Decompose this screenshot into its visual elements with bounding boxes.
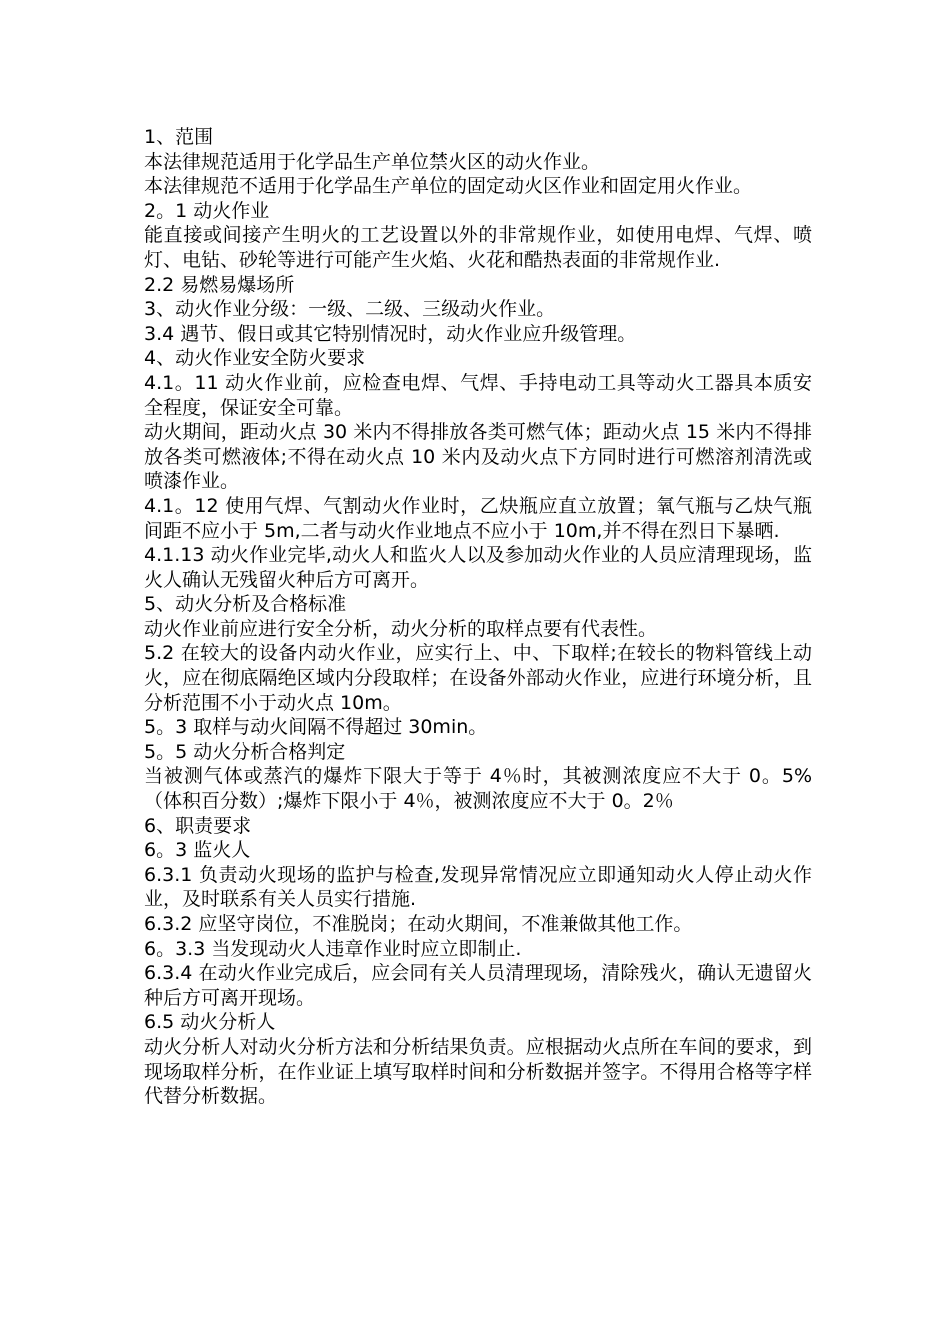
- section-heading: 6、职责要求: [144, 814, 252, 837]
- section-heading: 2.2 易燃易爆场所: [144, 273, 295, 296]
- paragraph: 5.2 在较大的设备内动火作业，应实行上、中、下取样;在较长的物料管线上动火，应在彻底隔绝区域内分段取样；在设备外部动火作业，应进行环境分析，且分析范围不小于动火点 10m。: [144, 642, 812, 714]
- paragraph: 本法律规范不适用于化学品生产单位的固定动火区作业和固定用火作业。: [144, 175, 753, 198]
- document-body: [144, 125, 812, 1109]
- section-heading: 5、动火分析及合格标准: [144, 593, 347, 616]
- paragraph: 当被测气体或蒸汽的爆炸下限大于等于 4％时，其被测浓度应不大于 0。5%（体积百分数）;爆炸下限小于 4％，被测浓度应不大于 0。2％: [144, 765, 812, 813]
- section-heading: 6.5 动火分析人: [144, 1011, 276, 1034]
- paragraph: 6.3.2 应坚守岗位，不准脱岗；在动火期间，不准兼做其他工作。: [144, 913, 693, 935]
- section-heading: 5。5 动火分析合格判定: [144, 740, 346, 763]
- section-heading: 3、动火作业分级：一级、二级、三级动火作业。: [144, 298, 556, 321]
- section-heading: 6。3 监火人: [144, 839, 251, 862]
- paragraph: 动火期间，距动火点 30 米内不得排放各类可燃气体；距动火点 15 米内不得排放各类可燃液体;不得在动火点 10 米内及动火点下方同时进行可燃溶剂清洗或喷漆作业。: [144, 421, 812, 493]
- paragraph: 4.1.13 动火作业完毕,动火人和监火人以及参加动火作业的人员应清理现场，监火人确认无残留火种后方可离开。: [144, 544, 812, 591]
- paragraph: 6.3.1 负责动火现场的监护与检查,发现异常情况应立即通知动火人停止动火作业，及时联系有关人员实行措施.: [144, 863, 812, 911]
- paragraph: 本法律规范适用于化学品生产单位禁火区的动火作业。: [144, 150, 601, 173]
- paragraph: 6。3.3 当发现动火人违章作业时应立即制止.: [144, 937, 522, 960]
- paragraph: 4.1。12 使用气焊、气割动火作业时，乙炔瓶应直立放置；氧气瓶与乙炔气瓶间距不应小于 5m,二者与动火作业地点不应小于 10m,并不得在烈日下暴晒.: [144, 494, 812, 542]
- section-heading: 4、动火作业安全防火要求: [144, 347, 366, 370]
- section-heading-scope: 1、范围: [144, 126, 214, 148]
- section-heading: 2。1 动火作业: [144, 199, 270, 222]
- paragraph: 3.4 遇节、假日或其它特别情况时，动火作业应升级管理。: [144, 322, 637, 345]
- paragraph: 4.1。11 动火作业前，应检查电焊、气焊、手持电动工具等动火工器具本质安全程度，保证安全可靠。: [144, 371, 812, 419]
- paragraph: 6.3.4 在动火作业完成后，应会同有关人员清理现场，清除残火，确认无遗留火种后方可离开现场。: [144, 962, 812, 1009]
- paragraph: 动火分析人对动火分析方法和分析结果负责。应根据动火点所在车间的要求，到现场取样分析，在作业证上填写取样时间和分析数据并签字。不得用合格等字样代替分析数据。: [144, 1035, 812, 1108]
- paragraph: 5。3 取样与动火间隔不得超过 30min。: [144, 716, 488, 739]
- paragraph: 动火作业前应进行安全分析，动火分析的取样点要有代表性。: [144, 617, 658, 640]
- paragraph: 能直接或间接产生明火的工艺设置以外的非常规作业，如使用电焊、气焊、喷灯、电钻、砂轮等进行可能产生火焰、火花和酷热表面的非常规作业.: [144, 224, 812, 271]
